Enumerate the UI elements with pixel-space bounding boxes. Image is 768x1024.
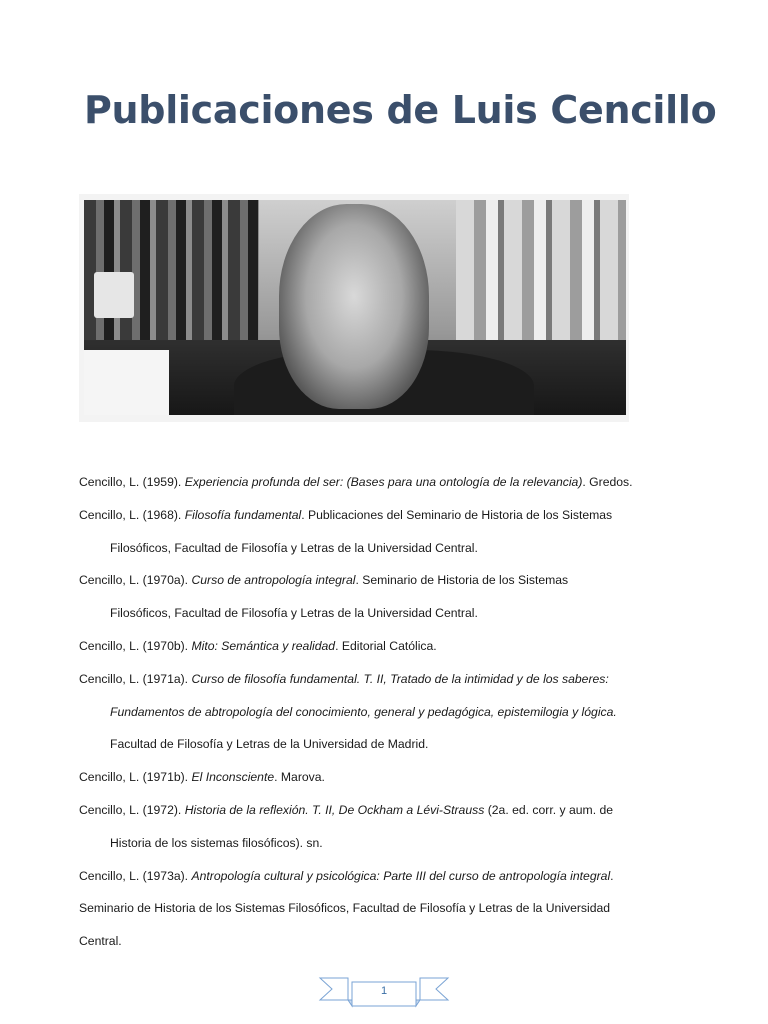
reference-title: Historia de la reflexión. T. II, De Ockham a Lévi-Strauss xyxy=(184,802,485,817)
reference-entry xyxy=(79,794,699,860)
reference-text: . Publicaciones del Seminario de Historia de los Sistemas xyxy=(301,507,613,522)
portrait-image xyxy=(84,200,626,415)
page-title: Publicaciones de Luis Cencillo xyxy=(84,88,717,132)
reference-text: Cencillo, L. (1970a). xyxy=(79,573,192,588)
reference-entry xyxy=(79,564,699,630)
reference-line xyxy=(79,728,699,761)
reference-text: Seminario de Historia de los Sistemas Filosóficos, Facultad de Filosofía y Letras de la Universidad xyxy=(79,901,611,916)
reference-entry xyxy=(79,761,699,794)
reference-line xyxy=(79,761,699,794)
reference-text: Facultad de Filosofía y Letras de la Universidad de Madrid. xyxy=(110,737,429,752)
reference-entry xyxy=(79,499,699,565)
reference-text: Cencillo, L. (1970b). xyxy=(79,638,192,653)
reference-title: El Inconsciente xyxy=(191,770,275,785)
reference-line xyxy=(79,827,699,860)
reference-text: Cencillo, L. (1959). xyxy=(79,475,185,489)
reference-text: . Gredos. xyxy=(582,475,633,489)
reference-line xyxy=(79,860,699,893)
reference-text: Cencillo, L. (1968). xyxy=(79,507,185,522)
references-list xyxy=(79,466,699,958)
reference-text: Cencillo, L. (1973a). xyxy=(79,868,192,883)
reference-line xyxy=(79,499,699,532)
face-graphic xyxy=(279,204,429,409)
reference-line xyxy=(79,696,699,729)
reference-title: Experiencia profunda del ser: (Bases para una ontología de la relevancia) xyxy=(184,475,583,489)
reference-line xyxy=(79,597,699,630)
reference-title: Curso de filosofía fundamental. T. II, Tratado de la intimidad y de los saberes: xyxy=(191,671,609,686)
reference-text: Historia de los sistemas filosóficos). sn. xyxy=(110,835,323,850)
portrait-photo xyxy=(79,194,629,422)
reference-title: Antropología cultural y psicológica: Parte III del curso de antropología integral xyxy=(191,868,611,883)
reference-line xyxy=(79,630,699,663)
reference-line xyxy=(79,466,699,499)
reference-title: Curso de antropología integral xyxy=(191,573,356,588)
reference-entry xyxy=(79,860,699,958)
page-number: 1 xyxy=(380,985,388,997)
reference-entry xyxy=(79,630,699,663)
bookshelf-graphic xyxy=(84,200,259,340)
reference-title: Mito: Semántica y realidad xyxy=(191,638,336,653)
reference-text: . Seminario de Historia de los Sistemas xyxy=(355,573,569,588)
reference-text: Central. xyxy=(79,934,122,949)
reference-line xyxy=(79,663,699,696)
reference-line xyxy=(79,892,699,925)
reference-text: (2a. ed. corr. y aum. de xyxy=(484,802,614,817)
page-footer xyxy=(318,976,450,1016)
reference-text: . Marova. xyxy=(274,770,325,785)
curtain-graphic xyxy=(456,200,626,350)
reference-entry xyxy=(79,663,699,761)
reference-text: . xyxy=(610,868,614,883)
reference-line xyxy=(79,794,699,827)
reference-title: Fundamentos de abtropología del conocimiento, general y pedagógica, epistemilogia y lógica. xyxy=(110,704,617,719)
cup-graphic xyxy=(94,272,134,318)
reference-line xyxy=(79,925,699,958)
reference-text: Cencillo, L. (1972). xyxy=(79,802,185,817)
reference-text: Cencillo, L. (1971a). xyxy=(79,671,192,686)
reference-text: Filosóficos, Facultad de Filosofía y Letras de la Universidad Central. xyxy=(110,540,478,555)
reference-text: . Editorial Católica. xyxy=(335,638,437,653)
paper-graphic xyxy=(84,350,169,415)
reference-line xyxy=(79,564,699,597)
reference-text: Filosóficos, Facultad de Filosofía y Letras de la Universidad Central. xyxy=(110,606,478,621)
reference-text: Cencillo, L. (1971b). xyxy=(79,770,192,785)
reference-line xyxy=(79,532,699,565)
reference-entry xyxy=(79,466,699,499)
reference-title: Filosofía fundamental xyxy=(184,507,302,522)
